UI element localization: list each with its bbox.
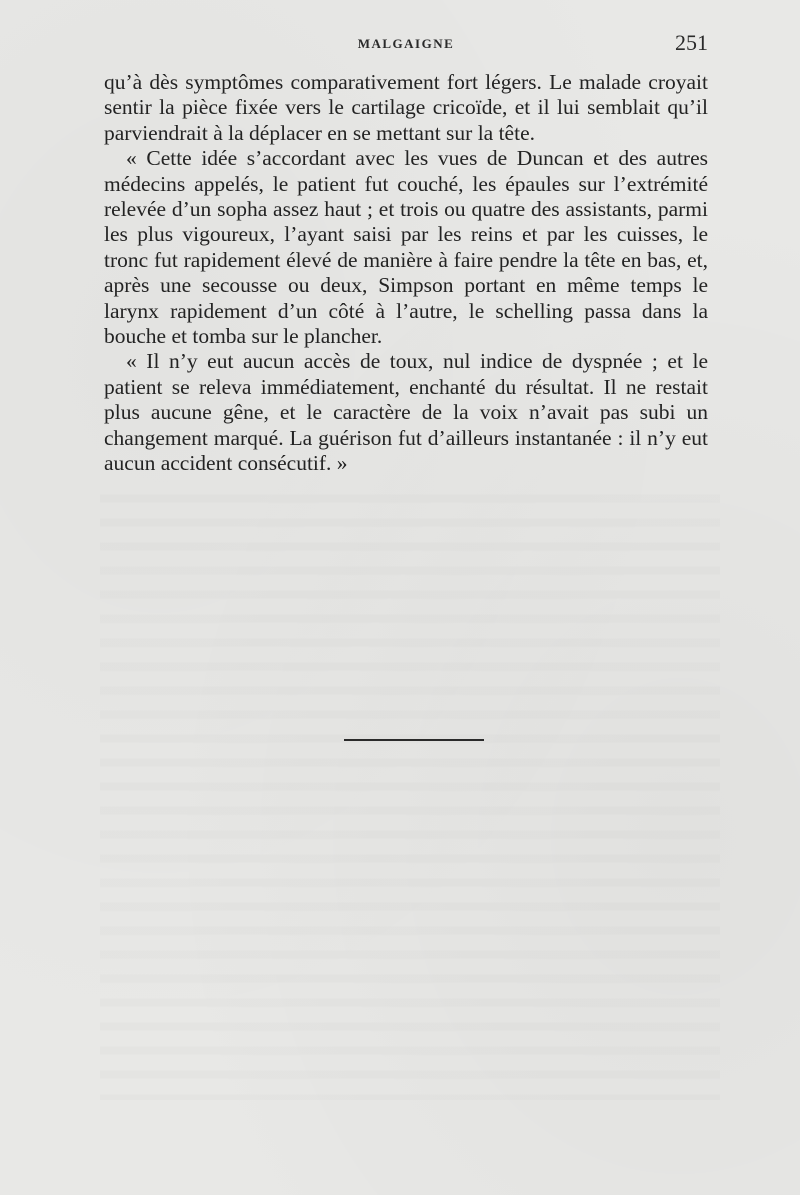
paragraph-quote-2: « Il n’y eut aucun accès de toux, nul indice de dyspnée ; et le patient se releva immédiatement, enchanté du résultat. Il ne restait plus aucune gêne, et le caractère de la voix n’avait pas subi un changement marqué. La guérison fut d’ailleurs instantanée : il n’y eut aucun accident consécutif. » [104,349,708,476]
section-end-rule [344,739,484,741]
page-header [104,30,708,60]
show-through-texture [100,480,720,1100]
body-text [104,70,708,477]
page-number: 251 [675,30,708,55]
paragraph-quote-1: « Cette idée s’accordant avec les vues de Duncan et des autres médecins appelés, le patient fut couché, les épaules sur l’extrémité relevée d’un sopha assez haut ; et trois ou quatre des assistants, parmi les plus vigoureux, l’ayant saisi par les reins et par les cuisses, le tronc fut rapidement élevé de manière à faire pendre la tête en bas, et, après une secousse ou deux, Simpson portant en même temps le larynx rapidement d’un côté à l’autre, le schelling passa dans la bouche et tomba sur le plancher. [104,146,708,349]
running-head: MALGAIGNE [357,36,455,51]
paragraph-continuation: qu’à dès symptômes comparativement fort légers. Le malade croyait sentir la pièce fixée vers le cartilage cricoïde, et il lui semblait qu’il parviendrait à la déplacer en se mettant sur la tête. [104,70,708,145]
